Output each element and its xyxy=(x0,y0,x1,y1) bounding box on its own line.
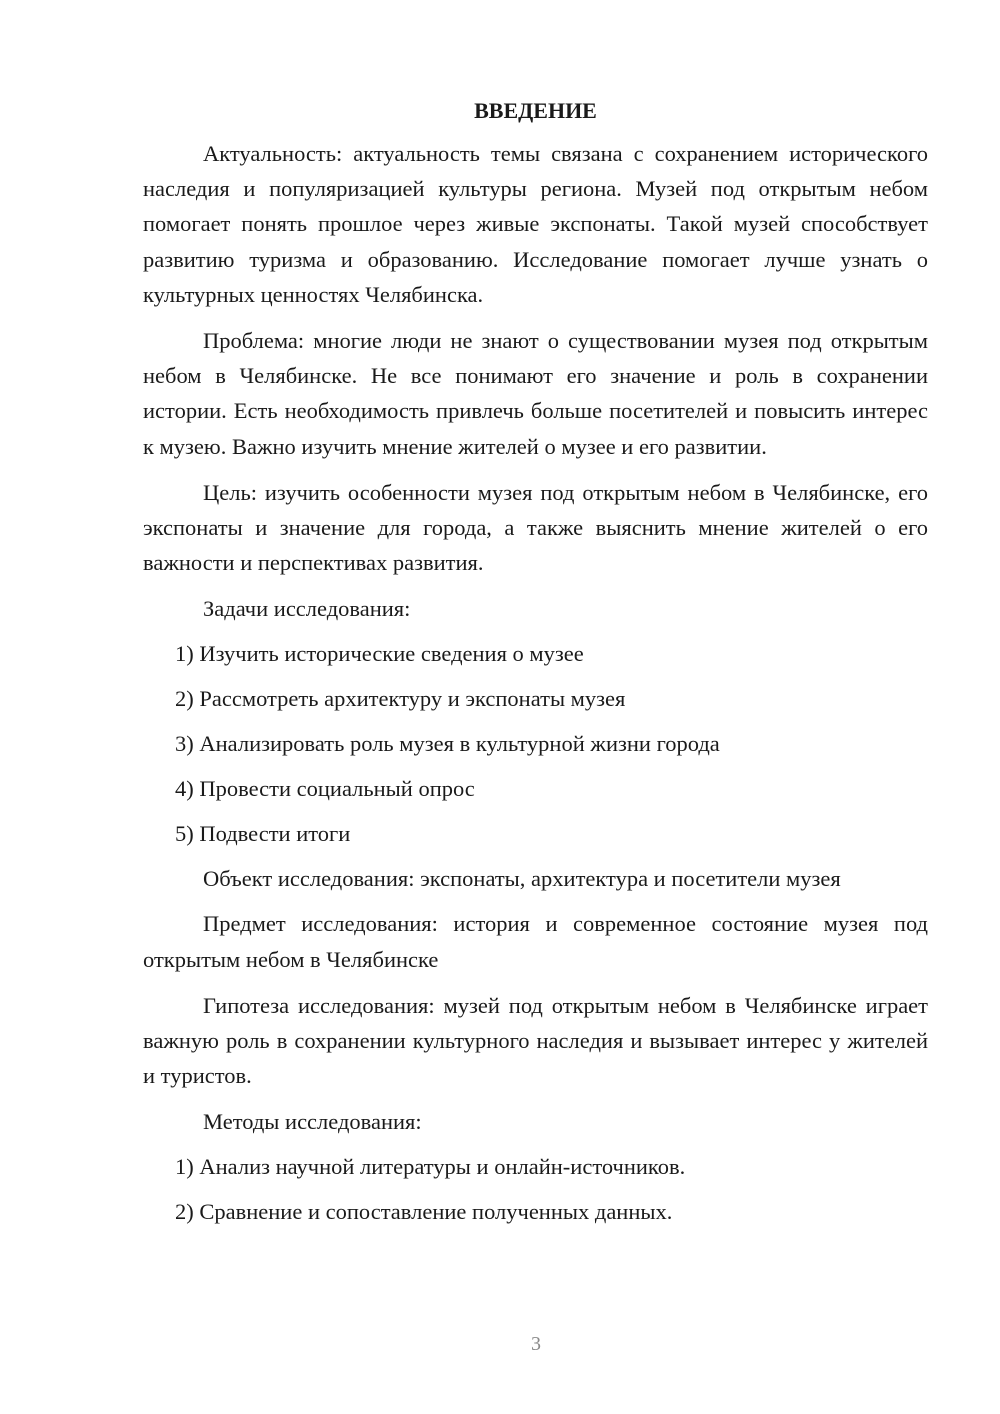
task-item: 2) Рассмотреть архитектуру и экспонаты музея xyxy=(175,686,626,712)
task-item: 5) Подвести итоги xyxy=(175,821,351,847)
task-item: 4) Провести социальный опрос xyxy=(175,776,475,802)
tasks-heading: Задачи исследования: xyxy=(203,596,411,622)
methods-heading: Методы исследования: xyxy=(203,1109,422,1135)
object-line: Объект исследования: экспонаты, архитектура и посетители музея xyxy=(203,866,841,892)
subject-paragraph: Предмет исследования: история и современное состояние музея под открытым небом в Челябинске xyxy=(143,911,928,972)
method-item: 2) Сравнение и сопоставление полученных данных. xyxy=(175,1199,673,1225)
method-item: 1) Анализ научной литературы и онлайн-источников. xyxy=(175,1154,686,1180)
problem-paragraph: Проблема: многие люди не знают о существовании музея под открытым небом в Челябинске. Не все понимают его значение и роль в сохранении истории. Есть необходимость привлечь больше посетителей и повысить интерес к музею. Важно изучить мнение жителей о музее и его развитии. xyxy=(143,328,928,459)
task-item: 1) Изучить исторические сведения о музее xyxy=(175,641,584,667)
goal-paragraph: Цель: изучить особенности музея под открытым небом в Челябинске, его экспонаты и значение для города, а также выяснить мнение жителей о его важности и перспективах развития. xyxy=(143,479,928,576)
page-number: 3 xyxy=(531,1333,541,1355)
hypothesis-paragraph: Гипотеза исследования: музей под открытым небом в Челябинске играет важную роль в сохранении культурного наследия и вызывает интерес у жителей и туристов. xyxy=(143,992,928,1089)
section-title: ВВЕДЕНИЕ xyxy=(474,98,597,123)
actuality-paragraph: Актуальность: актуальность темы связана с сохранением исторического наследия и популяризацией культуры региона. Музей под открытым небом помогает понять прошлое через живые экспонаты. Такой музей способствует развитию туризма и образованию. Исследование помогает лучше узнать о культурных ценностях Челябинска. xyxy=(143,141,928,307)
page-content xyxy=(143,94,928,1239)
task-item: 3) Анализировать роль музея в культурной жизни города xyxy=(175,731,720,757)
